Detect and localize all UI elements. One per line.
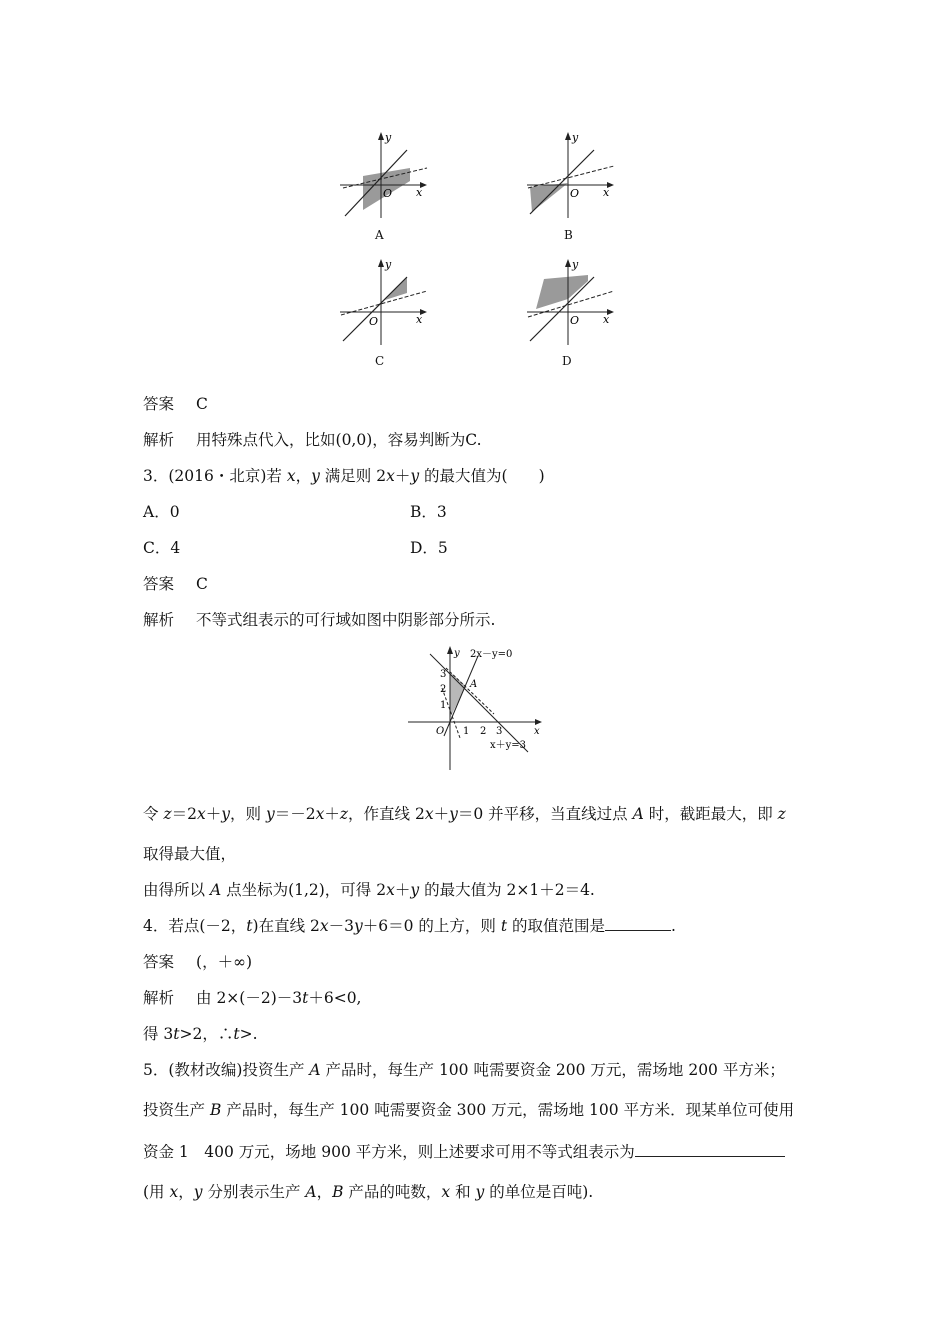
q2-answer: 答案 C: [143, 395, 208, 413]
figure-option-a: [335, 128, 435, 242]
q5-line3: 资金 1 400 万元，场地 900 平方米，则上述要求可用不等式组表示为: [143, 1142, 785, 1162]
svg-text:x: x: [416, 313, 423, 326]
svg-text:O: O: [383, 187, 393, 200]
q3-option-d: D．5: [410, 539, 448, 557]
svg-text:x: x: [603, 186, 610, 199]
svg-text:x: x: [534, 726, 540, 737]
svg-text:1: 1: [463, 726, 470, 737]
q3-answer: 答案 C: [143, 575, 208, 593]
q3-solution-line3: 由得所以 A 点坐标为(1,2)，可得 2x＋y 的最大值为 2×1＋2＝4.: [143, 881, 595, 899]
q3-option-b: B．3: [410, 503, 447, 521]
svg-text:O: O: [436, 726, 445, 737]
q3-feasible-region-graph: [400, 642, 550, 774]
q5-line4: (用 x，y 分别表示生产 A，B 产品的吨数，x 和 y 的单位是百吨).: [143, 1183, 594, 1201]
q5-line1: 5．(教材改编)投资生产 A 产品时，每生产 100 吨需要资金 200 万元，需场地 200 平方米；: [143, 1061, 785, 1079]
graph-b: [522, 128, 622, 228]
q3-solution-line2: 取得最大值，: [143, 845, 237, 863]
option-label-c: C: [375, 354, 385, 368]
svg-text:2x－y=0: 2x－y=0: [470, 649, 513, 660]
option-label-d: D: [562, 354, 572, 368]
svg-text:y: y: [385, 258, 392, 271]
q2-analysis: 解析 用特殊点代入，比如(0,0)，容易判断为C.: [143, 431, 482, 449]
q3-solution-line1: 令 z＝2x＋y，则 y＝－2x＋z，作直线 2x＋y＝0 并平移，当直线过点 A 时，截距最大，即 z: [143, 805, 786, 823]
svg-text:O: O: [570, 314, 580, 327]
figure-option-b: [522, 128, 622, 242]
svg-text:1: 1: [440, 700, 447, 711]
svg-text:2: 2: [440, 684, 447, 695]
svg-text:y: y: [572, 258, 579, 271]
graph-c: [335, 255, 435, 355]
svg-text:2: 2: [480, 726, 487, 737]
svg-text:A: A: [470, 679, 478, 690]
svg-text:O: O: [369, 315, 379, 328]
q3-option-c: C．4: [143, 539, 181, 557]
shaded-region: [536, 275, 588, 309]
svg-text:y: y: [454, 648, 460, 659]
q5-line2: 投资生产 B 产品时，每生产 100 吨需要资金 300 万元，需场地 100 平方米．现某单位可使用: [143, 1101, 795, 1119]
option-label-b: B: [564, 228, 573, 242]
q4-analysis: 解析 由 2×(－2)－3t＋6<0,: [143, 989, 362, 1007]
svg-text:y: y: [385, 131, 392, 144]
q4-answer: 答案 (，＋∞): [143, 953, 253, 971]
svg-text:3: 3: [496, 726, 503, 737]
svg-text:x: x: [603, 313, 610, 326]
svg-text:x: x: [416, 186, 423, 199]
figure-option-c: [335, 255, 435, 368]
graph-a: [335, 128, 435, 228]
svg-text:y: y: [572, 131, 579, 144]
answer-blank: [605, 916, 671, 931]
figure-option-d: [522, 255, 622, 368]
svg-text:O: O: [570, 187, 580, 200]
option-label-a: A: [375, 228, 384, 242]
graph-d: [522, 255, 622, 355]
svg-text:x＋y=3: x＋y=3: [490, 740, 527, 751]
q3-stem: 3．(2016・北京)若 x，y 满足则 2x＋y 的最大值为( ): [143, 467, 545, 485]
svg-text:3: 3: [440, 669, 447, 680]
q3-option-a: A．0: [143, 503, 180, 521]
q4-analysis-line2: 得 3t>2，∴t>.: [143, 1025, 258, 1043]
answer-blank: [635, 1142, 785, 1157]
q3-analysis: 解析 不等式组表示的可行域如图中阴影部分所示.: [143, 611, 496, 629]
q4-stem: 4．若点(－2，t)在直线 2x－3y＋6＝0 的上方，则 t 的取值范围是 .: [143, 917, 676, 935]
